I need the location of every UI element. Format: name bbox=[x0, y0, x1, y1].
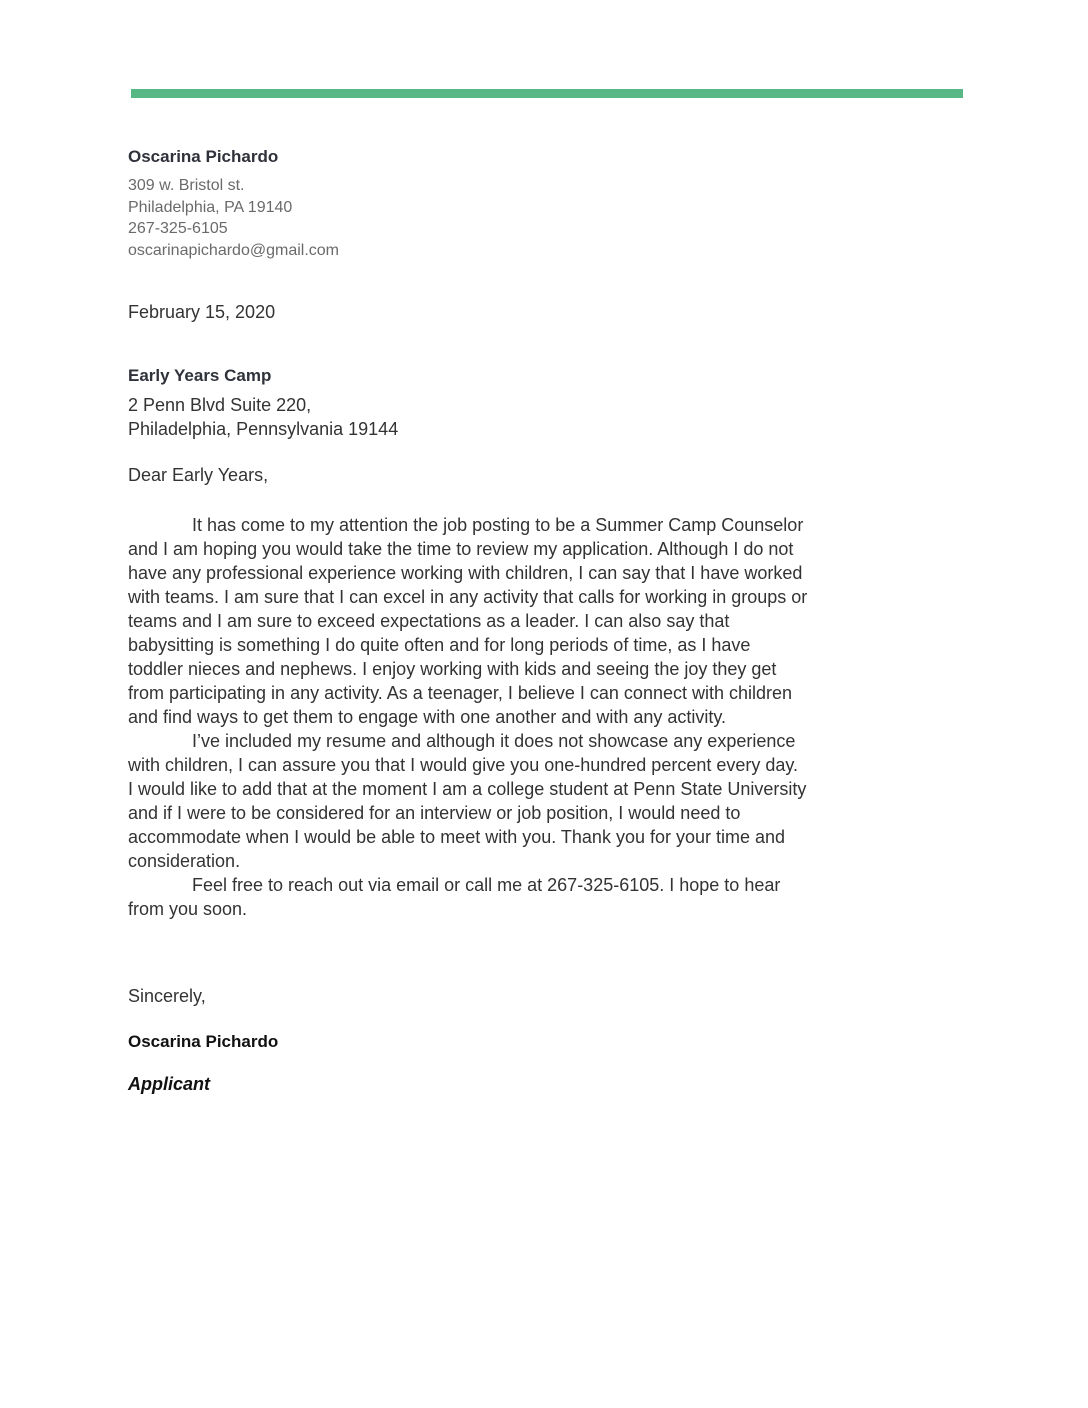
sender-contact-block bbox=[128, 175, 339, 261]
recipient-address-line2: Philadelphia, Pennsylvania 19144 bbox=[128, 419, 399, 439]
sender-address-line2: Philadelphia, PA 19140 bbox=[128, 198, 293, 216]
sender-email: oscarinapichardo@gmail.com bbox=[128, 241, 339, 259]
signature-name: Oscarina Pichardo bbox=[128, 1032, 279, 1051]
body-paragraph: Feel free to reach out via email or call me at 267-325-6105. I hope to hear from you soon. bbox=[128, 875, 781, 919]
salutation: Dear Early Years, bbox=[128, 465, 269, 485]
accent-header-bar bbox=[131, 89, 963, 98]
sender-address-line1: 309 w. Bristol st. bbox=[128, 177, 245, 194]
closing: Sincerely, bbox=[128, 986, 206, 1006]
recipient-address-block bbox=[128, 393, 398, 441]
letter-body bbox=[128, 513, 808, 921]
body-paragraph: I’ve included my resume and although it does not showcase any experience with children, I can assure you that I would give you one-hundred percent every day. I would like to add that at the moment I am a college student at Penn State University and if I were to be considered for an interview or job position, I would need to accommodate when I would be able to meet with you. Thank you for your time and consideration. bbox=[128, 731, 807, 871]
signature-title: Applicant bbox=[128, 1074, 211, 1094]
sender-phone: 267-325-6105 bbox=[128, 220, 228, 237]
sender-name: Oscarina Pichardo bbox=[128, 147, 279, 166]
recipient-address-line1: 2 Penn Blvd Suite 220, bbox=[128, 395, 312, 415]
body-paragraph: It has come to my attention the job posting to be a Summer Camp Counselor and I am hoping you would take the time to review my application. Although I do not have any professional experience working with children, I can say that I have worked with teams. I am sure that I can excel in any activity that calls for working in groups or teams and I am sure to exceed expectations as a leader. I can also say that babysitting is something I do quite often and for long periods of time, as I have toddler nieces and nephews. I enjoy working with kids and seeing the joy they get from participating in any activity. As a teenager, I believe I can connect with children and find ways to get them to engage with one another and with any activity. bbox=[128, 515, 808, 727]
letter-date: February 15, 2020 bbox=[128, 302, 276, 322]
recipient-name: Early Years Camp bbox=[128, 366, 272, 385]
